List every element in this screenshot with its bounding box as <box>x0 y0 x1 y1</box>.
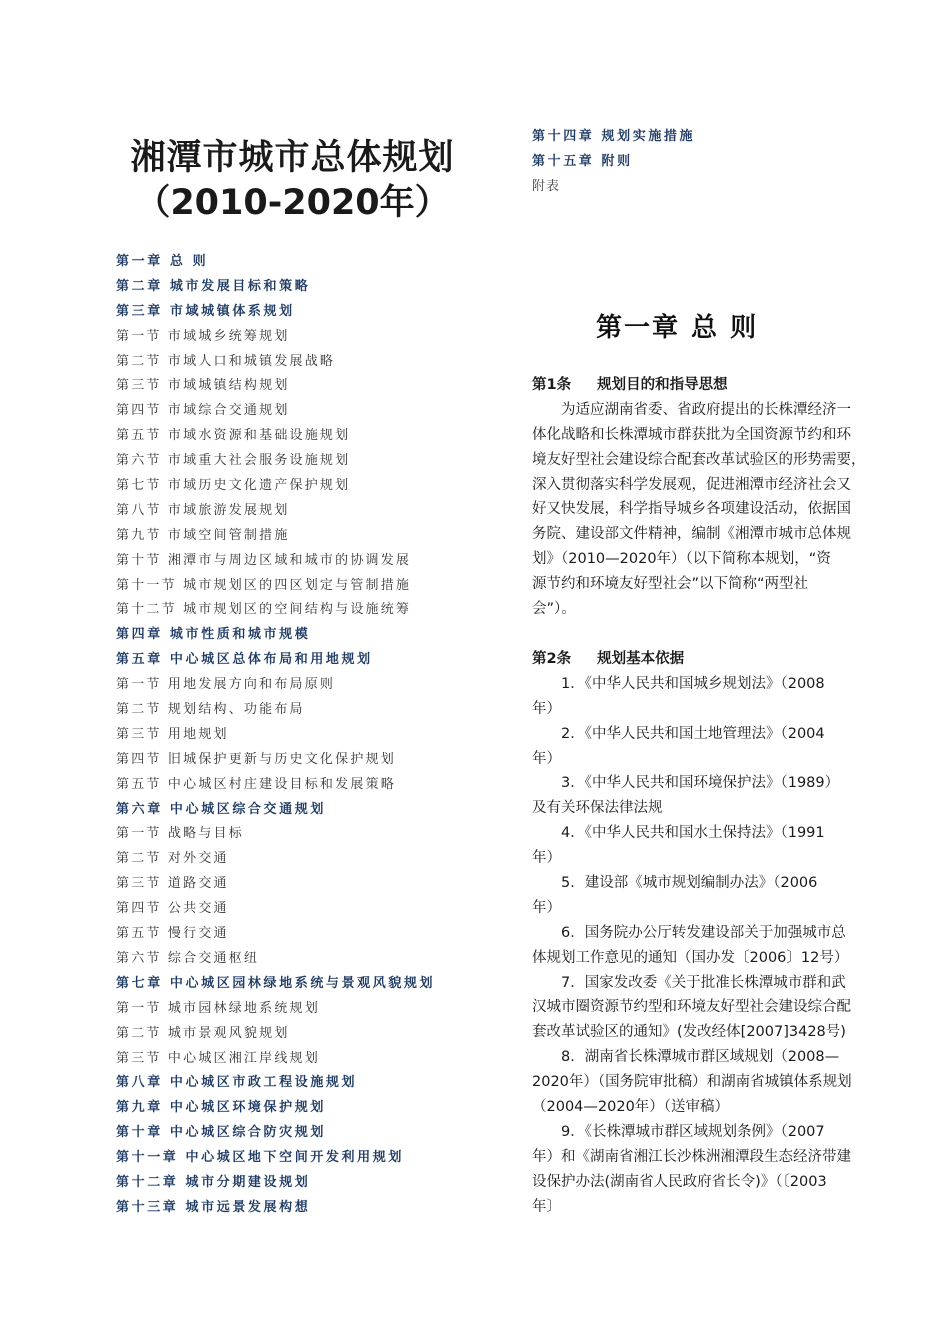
toc-section-item[interactable]: 第五节 市域水资源和基础设施规划 <box>116 428 351 444</box>
toc-section-item[interactable]: 第七节 市域历史文化遗产保护规划 <box>116 478 351 494</box>
toc-plain-item[interactable]: 附表 <box>532 178 561 194</box>
body-text-line: 年） <box>532 700 561 717</box>
toc-section-item[interactable]: 第四节 市域综合交通规划 <box>116 403 290 419</box>
body-text-line: 套改革试验区的通知》(发改经体[2007]3428号) <box>532 1024 846 1041</box>
toc-section-item[interactable]: 第二节 市域人口和城镇发展战略 <box>116 353 336 369</box>
body-text-line: 3．《中华人民共和国环境保护法》（1989） <box>532 775 840 792</box>
toc-chapter-item[interactable]: 第十四章 规划实施措施 <box>532 129 696 144</box>
body-text-line: 汉城市圈资源节约型和环境友好型社会建设综合配 <box>532 999 851 1016</box>
toc-chapter-item[interactable]: 第十二章 城市分期建设规划 <box>116 1174 311 1190</box>
toc-chapter-item[interactable]: 第二章 城市发展目标和策略 <box>116 278 311 294</box>
toc-chapter-item[interactable]: 第一章 总 则 <box>116 254 209 269</box>
body-text-line: 8．湖南省长株潭城市群区域规划（2008— <box>532 1049 840 1066</box>
article-1-number: 第1条 <box>532 377 572 393</box>
table-of-contents-left <box>116 250 516 1221</box>
body-text-line: 2020年）（国务院审批稿）和湖南省城镇体系规划 <box>532 1074 852 1091</box>
toc-section-item[interactable]: 第三节 用地规划 <box>116 726 229 742</box>
toc-section-item[interactable]: 第三节 中心城区湘江岸线规划 <box>116 1050 320 1066</box>
toc-chapter-item[interactable]: 第八章 中心城区市政工程设施规划 <box>116 1075 358 1091</box>
toc-chapter-item[interactable]: 第十三章 城市远景发展构想 <box>116 1199 311 1215</box>
toc-chapter-item[interactable]: 第三章 市域城镇体系规划 <box>116 303 295 319</box>
toc-section-item[interactable]: 第一节 用地发展方向和布局原则 <box>116 677 336 693</box>
toc-section-item[interactable]: 第二节 对外交通 <box>116 851 229 867</box>
body-text-line: 2．《中华人民共和国土地管理法》（2004 <box>532 725 825 742</box>
toc-section-item[interactable]: 第十二节 城市规划区的空间结构与设施统筹 <box>116 602 412 618</box>
body-text-line: 体化战略和长株潭城市群获批为全国资源节约和环 <box>532 426 851 443</box>
body-text-line: 年〕 <box>532 1198 561 1215</box>
chapter-heading: 第一章 总 则 <box>596 313 759 343</box>
article-1 <box>532 373 890 622</box>
body-text-line: 年）和《湖南省湘江长沙株洲湘潭段生态经济带建 <box>532 1148 851 1165</box>
toc-section-item[interactable]: 第五节 中心城区村庄建设目标和发展策略 <box>116 776 396 792</box>
body-text-line: 9．《长株潭城市群区域规划条例》（2007 <box>532 1123 825 1140</box>
body-text-line: 4．《中华人民共和国水土保持法》（1991 <box>532 825 825 842</box>
toc-section-item[interactable]: 第十节 湘潭市与周边区域和城市的协调发展 <box>116 552 412 568</box>
table-of-contents-right <box>532 125 912 200</box>
toc-section-item[interactable]: 第三节 市域城镇结构规划 <box>116 378 290 394</box>
toc-chapter-item[interactable]: 第五章 中心城区总体布局和用地规划 <box>116 652 373 668</box>
body-text-line: 源节约和环境友好型社会”以下简称“两型社 <box>532 576 809 593</box>
body-text-line: 划》（2010—2020年）（以下简称本规划，“资 <box>532 551 831 568</box>
article-2-heading <box>532 647 890 672</box>
document-subtitle-years: （2010-2020年） <box>135 183 450 223</box>
toc-section-item[interactable]: 第六节 综合交通枢纽 <box>116 950 260 966</box>
toc-section-item[interactable]: 第九节 市域空间管制措施 <box>116 527 290 543</box>
toc-chapter-item[interactable]: 第十五章 附则 <box>532 153 633 169</box>
toc-section-item[interactable]: 第三节 道路交通 <box>116 876 229 892</box>
toc-chapter-item[interactable]: 第九章 中心城区环境保护规划 <box>116 1100 326 1116</box>
body-text-line: 为适应湖南省委、省政府提出的长株潭经济一 <box>532 401 851 418</box>
article-2-title: 规划基本依据 <box>597 651 685 667</box>
document-title: 湘潭市城市总体规划 <box>130 138 455 178</box>
toc-section-item[interactable]: 第二节 城市景观风貌规划 <box>116 1025 290 1041</box>
body-text-line: 年） <box>532 750 561 767</box>
body-text-line: 深入贯彻落实科学发展观，促进湘潭市经济社会又 <box>532 476 851 493</box>
toc-section-item[interactable]: 第一节 城市园林绿地系统规划 <box>116 1000 320 1016</box>
toc-section-item[interactable]: 第一节 市域城乡统筹规划 <box>116 328 290 344</box>
toc-section-item[interactable]: 第一节 战略与目标 <box>116 826 244 842</box>
body-text-line: 及有关环保法律法规 <box>532 800 663 817</box>
body-text-line: 年） <box>532 850 561 867</box>
article-1-body <box>532 398 890 622</box>
body-text-line: 7．国家发改委《关于批准长株潭城市群和武 <box>532 974 846 991</box>
body-text-line: 1．《中华人民共和国城乡规划法》（2008 <box>532 675 825 692</box>
toc-section-item[interactable]: 第十一节 城市规划区的四区划定与管制措施 <box>116 577 412 593</box>
toc-section-item[interactable]: 第八节 市域旅游发展规划 <box>116 502 290 518</box>
body-text-line: 6．国务院办公厅转发建设部关于加强城市总 <box>532 924 846 941</box>
toc-chapter-item[interactable]: 第四章 城市性质和城市规模 <box>116 627 311 643</box>
toc-section-item[interactable]: 第五节 慢行交通 <box>116 926 229 942</box>
article-2 <box>532 647 890 1219</box>
toc-section-item[interactable]: 第六节 市域重大社会服务设施规划 <box>116 453 351 469</box>
toc-section-item[interactable]: 第四节 公共交通 <box>116 901 229 917</box>
body-text-line: 好又快发展，科学指导城乡各项建设活动，依据国 <box>532 501 851 518</box>
body-text-line: 境友好型社会建设综合配套改革试验区的形势需要， <box>532 451 866 468</box>
body-text-line: 5．建设部《城市规划编制办法》（2006 <box>532 875 818 892</box>
toc-chapter-item[interactable]: 第七章 中心城区园林绿地系统与景观风貌规划 <box>116 975 436 991</box>
article-2-number: 第2条 <box>532 651 572 667</box>
body-text-line: 务院、建设部文件精神，编制《湘潭市城市总体规 <box>532 526 851 543</box>
toc-chapter-item[interactable]: 第十一章 中心城区地下空间开发利用规划 <box>116 1150 404 1166</box>
toc-chapter-item[interactable]: 第六章 中心城区综合交通规划 <box>116 801 326 817</box>
article-2-body <box>532 672 890 1220</box>
article-1-title: 规划目的和指导思想 <box>597 377 728 393</box>
body-text-line: （2004—2020年）（送审稿） <box>532 1099 730 1116</box>
body-text-line: 设保护办法(湖南省人民政府省长令)》（〔2003 <box>532 1173 827 1190</box>
toc-section-item[interactable]: 第二节 规划结构、功能布局 <box>116 702 305 718</box>
body-text-line: 会”）。 <box>532 601 576 618</box>
body-text-line: 体规划工作意见的通知（国办发〔2006〕12号） <box>532 949 849 966</box>
article-1-heading <box>532 373 890 398</box>
body-text-line: 年） <box>532 899 561 916</box>
toc-section-item[interactable]: 第四节 旧城保护更新与历史文化保护规划 <box>116 751 396 767</box>
toc-chapter-item[interactable]: 第十章 中心城区综合防灾规划 <box>116 1125 326 1141</box>
